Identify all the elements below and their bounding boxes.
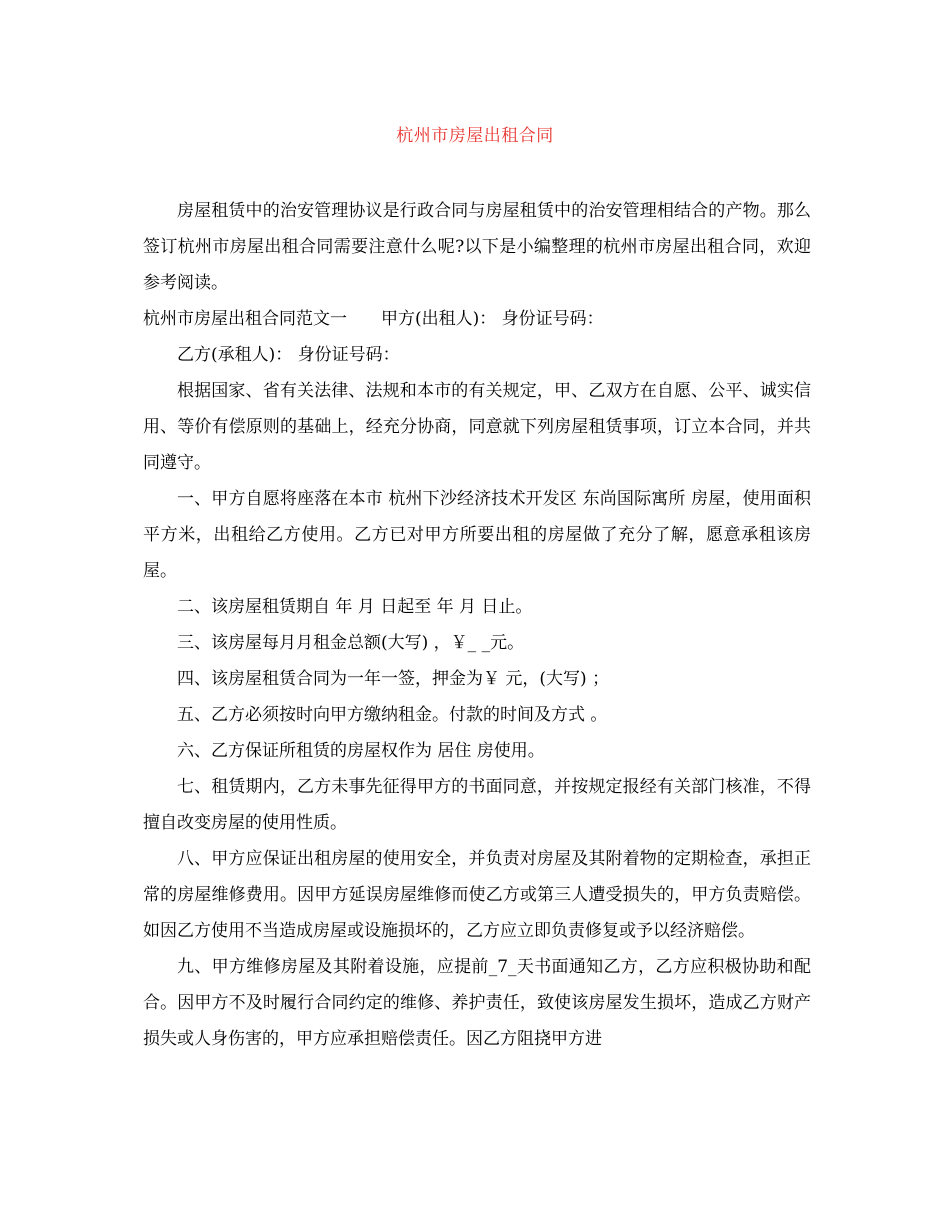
clause-6: 六、乙方保证所租赁的房屋权作为 居住 房使用。 bbox=[177, 741, 545, 761]
clause-5: 五、乙方必须按时向甲方缴纳租金。付款的时间及方式 。 bbox=[177, 705, 608, 725]
document-body bbox=[143, 193, 811, 1057]
party-a-line: 甲方(出租人)： 身份证号码： bbox=[381, 309, 604, 329]
document-title: 杭州市房屋出租合同 bbox=[396, 126, 554, 146]
clause-2: 二、该房屋租赁期自 年 月 日起至 年 月 日止。 bbox=[177, 597, 533, 617]
clause-9: 九、甲方维修房屋及其附着设施，应提前_7_天书面通知乙方，乙方应积极协助和配合。因甲方不及时履行合同约定的维修、养护责任，致使该房屋发生损坏，造成乙方财产损失或人身伤害的，甲方应承担赔偿责任。因乙方阻挠甲方进 bbox=[143, 957, 811, 1049]
intro-paragraph: 房屋租赁中的治安管理协议是行政合同与房屋租赁中的治安管理相结合的产物。那么签订杭州市房屋出租合同需要注意什么呢?以下是小编整理的杭州市房屋出租合同，欢迎参考阅读。 bbox=[143, 201, 811, 293]
clause-4: 四、该房屋租赁合同为一年一签，押金为￥ 元，(大写) ； bbox=[177, 669, 610, 689]
sample-heading-line bbox=[143, 301, 811, 337]
clause-1: 一、甲方自愿将座落在本市 杭州下沙经济技术开发区 东尚国际寓所 房屋，使用面积 平方米，出租给乙方使用。乙方已对甲方所要出租的房屋做了充分了解，愿意承租该房屋。 bbox=[143, 489, 811, 581]
preamble-paragraph: 根据国家、省有关法律、法规和本市的有关规定，甲、乙双方在自愿、公平、诚实信用、等价有偿原则的基础上，经充分协商，同意就下列房屋租赁事项，订立本合同，并共同遵守。 bbox=[143, 381, 811, 473]
clause-3: 三、该房屋每月月租金总额(大写) ，￥_ _元。 bbox=[177, 633, 525, 653]
clause-8: 八、甲方应保证出租房屋的使用安全，并负责对房屋及其附着物的定期检查，承担正常的房屋维修费用。因甲方延误房屋维修而使乙方或第三人遭受损失的，甲方负责赔偿。如因乙方使用不当造成房屋或设施损坏的，乙方应立即负责修复或予以经济赔偿。 bbox=[143, 849, 811, 941]
sample-heading: 杭州市房屋出租合同范文一 bbox=[143, 309, 347, 329]
clause-7: 七、租赁期内，乙方未事先征得甲方的书面同意，并按规定报经有关部门核准，不得擅自改变房屋的使用性质。 bbox=[143, 777, 811, 833]
party-b-line: 乙方(承租人)： 身份证号码： bbox=[177, 345, 400, 365]
